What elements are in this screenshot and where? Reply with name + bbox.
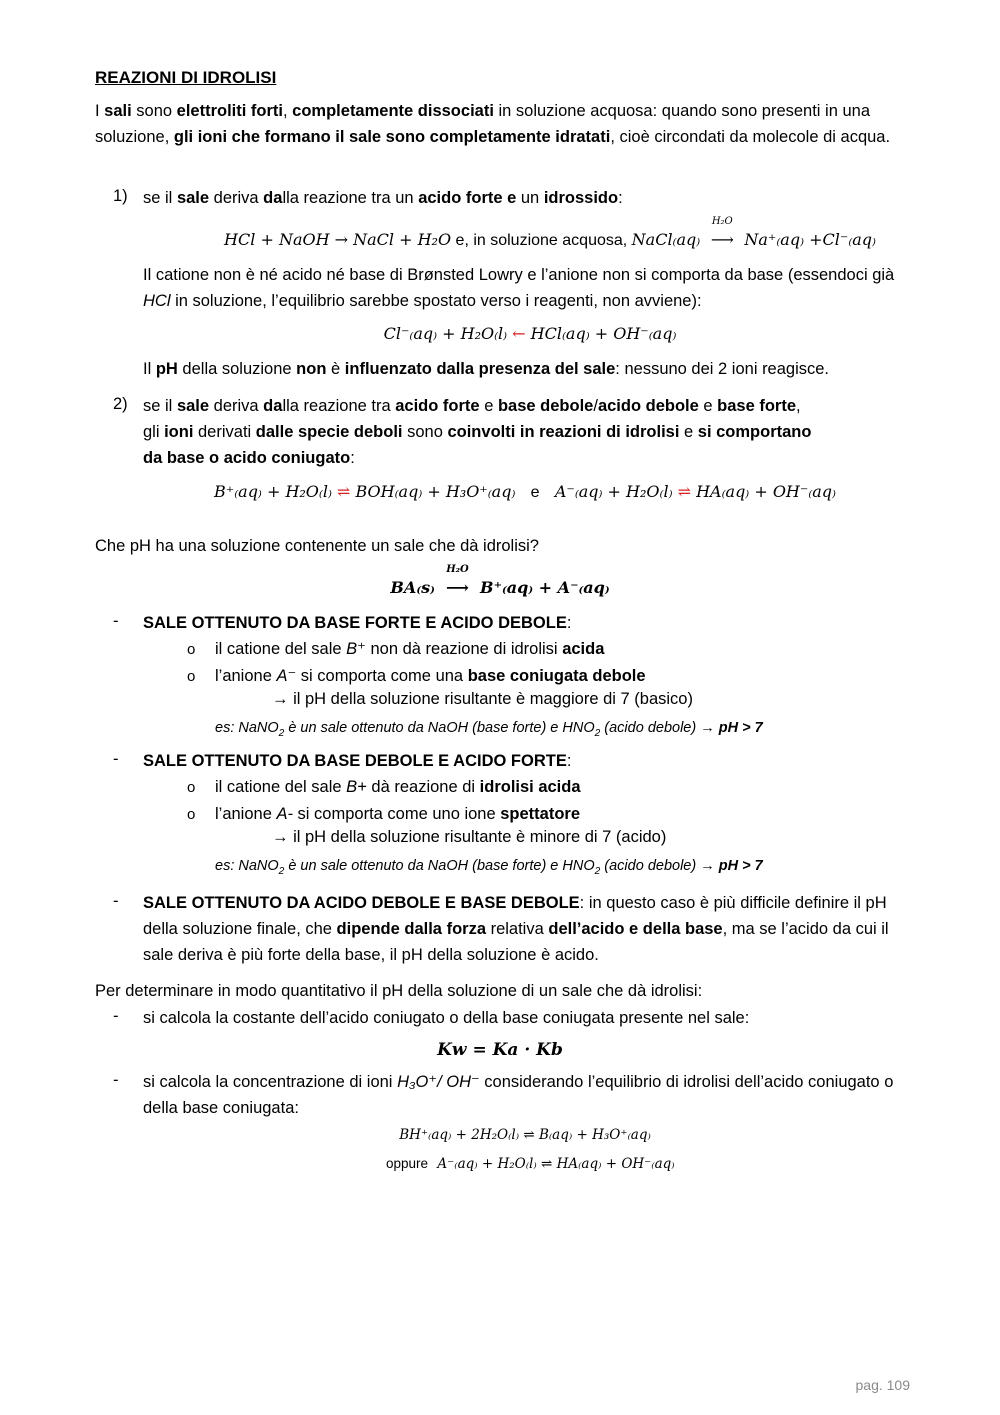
bh-hydrolysis-equation: BH⁺₍aq₎ + 2H₂O₍l₎ ⇌ B₍aq₎ + H₃O⁺₍aq₎ — [399, 1127, 651, 1143]
salt-1-bullet-1: o — [187, 641, 196, 658]
salt-3-text: SALE OTTENUTO DA ACIDO DEBOLE E BASE DEBOLE: in questo caso è più difficile definire il pH della soluzione finale, che dipende dalla forza relativa dell’acido e della base, ma se l’acido da cui il sale deriva è più forte della base, il pH della soluzione è acido. — [143, 894, 889, 964]
dissociation-equation: BA₍s₎ H₂O ⟶ B⁺₍aq₎ + A⁻₍aq₎ — [390, 564, 610, 597]
case-2-equations: B⁺₍aq₎ + H₂O₍l₎ ⇌ BOH₍aq₎ + H₃O⁺₍aq₎ e A⁻₍aq₎ + H₂O₍l₎ ⇌ HA₍aq₎ + OH⁻₍aq₎ — [214, 482, 836, 501]
case-1-explanation: Il catione non è né acido né base di Brønsted Lowry e l’anione non si comporta da base (essendoci già HCl in soluzione, l’equilibrio sarebbe spostato verso i reagenti, non avviene): — [143, 266, 895, 310]
section-title: REAZIONI DI IDROLISI — [95, 68, 277, 87]
salt-2-item-1: il catione del sale B+ dà reazione di idrolisi acida — [215, 778, 581, 796]
salt-1-example: es: NaNO$_2$ è un sale ottenuto da NaOH (base forte) e $HNO_2$ (acido debole) → pH > 7 — [215, 720, 763, 739]
kw-equation: Kw = Ka · Kb — [437, 1040, 563, 1060]
question-text: Che pH ha una soluzione contenente un sale che dà idrolisi? — [95, 537, 539, 555]
salt-1-item-1: il catione del sale B⁺ non dà reazione di idrolisi acida — [215, 640, 605, 658]
quantitative-intro: Per determinare in modo quantitativo il pH della soluzione di un sale che dà idrolisi: — [95, 982, 703, 1000]
step-1-dash: - — [113, 1007, 119, 1025]
salt-2-result: → il pH della soluzione risultante è minore di 7 (acido) — [272, 828, 667, 846]
step-2-text: si calcola la concentrazione di ioni H₃O⁺/ OH⁻ considerando l’equilibrio di idrolisi dell’acido coniugato o della base coniugata: — [143, 1073, 894, 1117]
salt-3-dash: - — [113, 892, 119, 910]
salt-2-heading: SALE OTTENUTO DA BASE DEBOLE E ACIDO FORTE: — [143, 752, 572, 770]
step-2-dash: - — [113, 1071, 119, 1089]
step-1-text: si calcola la costante dell’acido coniugato o della base coniugata presente nel sale: — [143, 1009, 750, 1027]
salt-2-dash: - — [113, 750, 119, 768]
salt-2-bullet-1: o — [187, 779, 196, 796]
salt-2-example: es: NaNO$_2$ è un sale ottenuto da NaOH (base forte) e $HNO_2$ (acido debole) → pH > 7 — [215, 858, 763, 877]
salt-2-item-2: l’anione A- si comporta come uno ione spettatore — [215, 805, 581, 823]
salt-1-bullet-2: o — [187, 668, 196, 685]
salt-1-result: → il pH della soluzione risultante è maggiore di 7 (basico) — [272, 690, 693, 708]
page-number: pag. 109 — [855, 1377, 910, 1393]
case-1-text: se il sale deriva dalla reazione tra un acido forte e un idrossido: — [143, 189, 623, 207]
salt-1-item-2: l’anione A⁻ si comporta come una base coniugata debole — [215, 667, 646, 685]
case-1-equilibrium: Cl⁻₍aq₎ + H₂O₍l₎ ← HCl₍aq₎ + OH⁻₍aq₎ — [383, 324, 677, 343]
oppure-label: oppure — [386, 1156, 429, 1171]
case-1-number: 1) — [113, 187, 128, 205]
case-1-equation: HCl + NaOH → NaCl + H₂O e, in soluzione acquosa, NaCl₍aq₎ H₂O ⟶ Na⁺₍aq₎ +Cl⁻₍aq₎ — [224, 216, 876, 249]
salt-1-dash: - — [113, 612, 119, 630]
salt-1-heading: SALE OTTENUTO DA BASE FORTE E ACIDO DEBOLE: — [143, 614, 572, 632]
case-2-number: 2) — [113, 395, 128, 413]
intro-paragraph: I sali sono elettroliti forti, completamente dissociati in soluzione acquosa: quando sono presenti in una soluzione, gli ioni che formano il sale sono completamente idratati, cioè circondati da molecole di acqua. — [95, 102, 891, 146]
case-1-conclusion: Il pH della soluzione non è influenzato dalla presenza del sale: nessuno dei 2 ioni reagisce. — [143, 360, 830, 378]
salt-2-bullet-2: o — [187, 806, 196, 823]
case-2-text: se il sale deriva dalla reazione tra acido forte e base debole/acido debole e base forte, gli ioni derivati dalle specie deboli sono coinvolti in reazioni di idrolisi e si comportano da base o acido coniugato: — [143, 397, 812, 467]
a-hydrolysis-equation: A⁻₍aq₎ + H₂O₍l₎ ⇌ HA₍aq₎ + OH⁻₍aq₎ — [437, 1156, 675, 1172]
